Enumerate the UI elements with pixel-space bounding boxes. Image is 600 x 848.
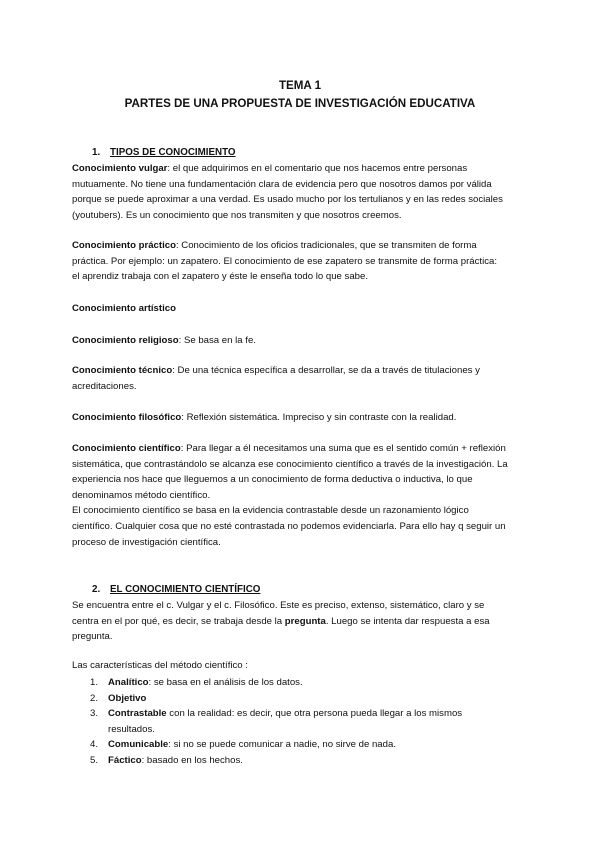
- tecnico-line-1: : De una técnica específica a desarrollar, se da a través de titulaciones y: [172, 365, 480, 376]
- paragraph-religioso: [72, 333, 528, 349]
- document-title: TEMA 1: [278, 79, 322, 92]
- sec2-line-2-start: centra en el por qué, es decir, se trabaja desde la: [72, 615, 285, 627]
- vulgar-line-3: porque se puede aproximar a una verdad. Es usado mucho por los tertulianos y en las redes sociales: [72, 194, 503, 206]
- practico-line-3: el aprendiz trabaja con el zapatero y éste le enseña todo lo que sabe.: [72, 271, 369, 283]
- list-item-number: 3.: [90, 708, 99, 720]
- cientifico-line-6: científico. Cualquier cosa que no esté contrastada no podemos evidenciarla. Para ello hay q seguir un: [72, 520, 506, 532]
- cientifico-line-7: proceso de investigación científica.: [72, 536, 221, 548]
- term-filosofico: Conocimiento filosófico: [72, 412, 182, 423]
- paragraph-practico: [72, 238, 528, 285]
- list-item-continuation: resultados.: [108, 723, 155, 735]
- section-1-number: 1.: [92, 147, 101, 158]
- vulgar-line-2: mutuamente. No tiene una fundamentación clara de evidencia pero que nosotros damos por válida: [72, 178, 492, 190]
- section-1-heading: [92, 145, 236, 161]
- list-item-text: : basado en los hechos.: [141, 754, 243, 766]
- sec2-line-3: pregunta.: [72, 631, 113, 643]
- paragraph-filosofico: [72, 410, 528, 426]
- list-item-text: : se basa en el análisis de los datos.: [148, 677, 303, 688]
- document-subtitle: PARTES DE UNA PROPUESTA DE INVESTIGACIÓN EDUCATIVA: [124, 97, 476, 110]
- paragraph-artistico: [72, 301, 528, 317]
- list-item-term: Contrastable: [108, 708, 167, 720]
- section-2-title: EL CONOCIMIENTO CIENTÍFICO: [110, 584, 261, 595]
- term-pregunta: pregunta: [284, 615, 326, 627]
- list-item-text: : si no se puede comunicar a nadie, no sirve de nada.: [168, 739, 396, 751]
- tecnico-line-2: acreditaciones.: [72, 380, 137, 392]
- characteristics-list: [72, 675, 528, 769]
- list-item-number: 1.: [90, 677, 99, 688]
- list-item: [72, 691, 528, 707]
- vulgar-line-1: : el que adquirimos en el comentario que nos hacemos entre personas: [167, 163, 468, 174]
- list-item-term: Fáctico: [108, 754, 142, 766]
- term-artistico: Conocimiento artístico: [72, 303, 176, 314]
- cientifico-line-5: El conocimiento científico se basa en la evidencia contrastable desde un razonamiento lógico: [72, 505, 469, 517]
- term-tecnico: Conocimiento técnico: [72, 365, 173, 376]
- list-item-number: 5.: [90, 754, 99, 766]
- paragraph-vulgar: [72, 161, 528, 223]
- practico-line-2: práctica. Por ejemplo: un zapatero. El conocimiento de ese zapatero se transmite de forma práctica:: [72, 255, 498, 267]
- practico-line-1: : Conocimiento de los oficios tradicionales, que se transmiten de forma: [175, 240, 477, 251]
- list-item-number: 4.: [90, 739, 99, 751]
- cientifico-line-4: denominamos método científico.: [72, 489, 211, 501]
- section-1-title: TIPOS DE CONOCIMIENTO: [110, 147, 236, 158]
- list-item-term: Comunicable: [108, 739, 169, 751]
- term-vulgar: Conocimiento vulgar: [72, 163, 168, 174]
- cientifico-line-1: : Para llegar a él necesitamos una suma que es el sentido común + reflexión: [180, 443, 506, 454]
- paragraph-tecnico: [72, 363, 528, 394]
- section-2-number: 2.: [92, 584, 101, 595]
- section-2-heading: [92, 582, 260, 598]
- sec2-line-2: [72, 614, 528, 630]
- sec2-line-1: Se encuentra entre el c. Vulgar y el c. Filosófico. Este es preciso, extenso, sistemático, claro y se: [72, 600, 485, 611]
- list-item-number: 2.: [90, 692, 99, 704]
- religioso-text: : Se basa en la fe.: [178, 335, 256, 346]
- list-intro: [72, 658, 528, 674]
- term-practico: Conocimiento práctico: [72, 240, 176, 251]
- paragraph-cientifico: [72, 441, 528, 550]
- cientifico-line-2: sistemática, que contrastándolo se alcanza ese conocimiento científico a través de la investigación. La: [72, 458, 508, 470]
- list-item: [72, 675, 528, 691]
- list-item-term: Objetivo: [108, 692, 147, 704]
- sec2-line-2-end: . Luego se intenta dar respuesta a esa: [325, 615, 490, 627]
- list-item-text: con la realidad: es decir, que otra persona pueda llegar a los mismos: [166, 708, 463, 720]
- filosofico-text: : Reflexión sistemática. Impreciso y sin contraste con la realidad.: [181, 412, 457, 423]
- list-item: [72, 706, 528, 737]
- list-item: [72, 753, 528, 769]
- list-item-term: Analítico: [108, 677, 149, 688]
- term-religioso: Conocimiento religioso: [72, 335, 179, 346]
- term-cientifico: Conocimiento científico: [72, 443, 181, 454]
- paragraph-conocimiento-cientifico: [72, 598, 528, 645]
- list-item: [72, 737, 528, 753]
- vulgar-line-4: (youtubers). Es un conocimiento que nos transmiten y que nosotros creemos.: [72, 209, 402, 221]
- list-intro-text: Las características del método científico :: [72, 660, 248, 671]
- cientifico-line-3: experiencia nos hace que lleguemos a un conocimiento de forma deductiva o inductiva, lo que: [72, 474, 473, 486]
